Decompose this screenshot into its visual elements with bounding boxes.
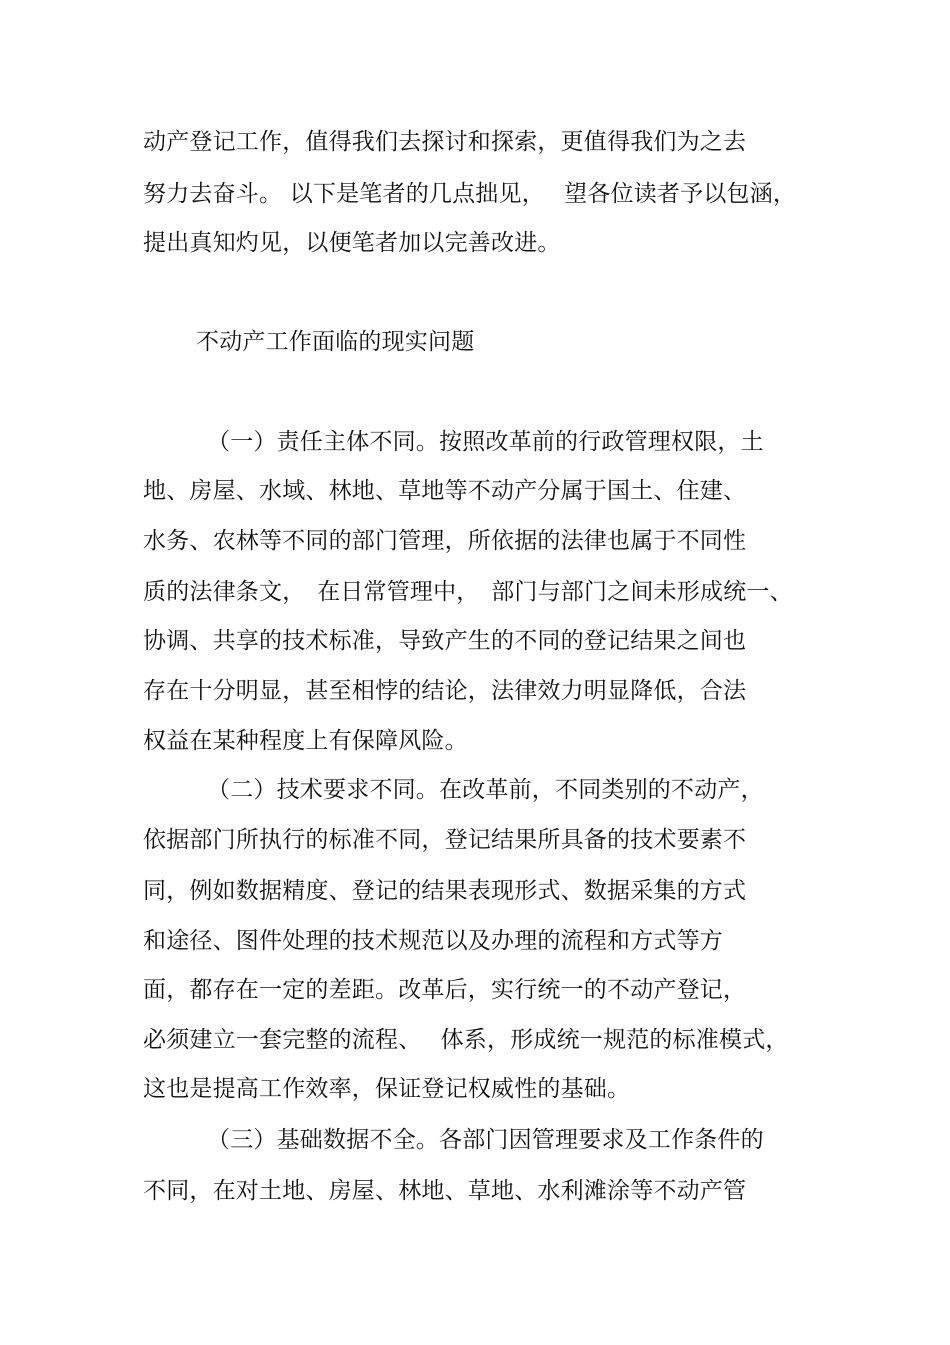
intro-line-1: 动产登记工作，值得我们去探讨和探索，更值得我们为之去 (143, 129, 747, 155)
section2-line-2: 依据部门所执行的标准不同，登记结果所具备的技术要素不 (143, 827, 747, 853)
section3-line-2: 不同，在对土地、房屋、林地、草地、水利滩涂等不动产管 (143, 1178, 747, 1204)
section1-line-6: 存在十分明显，甚至相悖的结论，法律效力明显降低，合法 (143, 678, 747, 704)
section2-line-5: 面，都存在一定的差距。改革后，实行统一的不动产登记， (143, 977, 747, 1003)
section2-line-4: 和途径、图件处理的技术规范以及办理的流程和方式等方 (143, 928, 723, 954)
section1-line-1: （一）责任主体不同。按照改革前的行政管理权限，土 (207, 429, 764, 455)
section1-line-3: 水务、农林等不同的部门管理，所依据的法律也属于不同性 (143, 528, 747, 554)
section1-line-4: 质的法律条文， 在日常管理中， 部门与部门之间未形成统一、 (143, 579, 793, 605)
intro-line-2: 努力去奋斗。 以下是笔者的几点拙见， 望各位读者予以包涵， (143, 181, 797, 207)
section2-line-7: 这也是提高工作效率，保证登记权威性的基础。 (143, 1076, 631, 1102)
section1-line-7: 权益在某种程度上有保障风险。 (143, 728, 468, 754)
section3-line-1: （三）基础数据不全。各部门因管理要求及工作条件的 (207, 1127, 764, 1153)
section1-line-2: 地、房屋、水域、林地、草地等不动产分属于国土、住建、 (143, 478, 747, 504)
section-heading: 不动产工作面临的现实问题 (196, 329, 475, 355)
section2-line-1: （二）技术要求不同。在改革前，不同类别的不动产， (207, 777, 764, 803)
section1-line-5: 协调、共享的技术标准，导致产生的不同的登记结果之间也 (143, 628, 747, 654)
section2-line-6: 必须建立一套完整的流程、 体系，形成统一规范的标准模式， (143, 1027, 789, 1053)
intro-line-3: 提出真知灼见，以便笔者加以完善改进。 (143, 230, 561, 256)
section2-line-3: 同，例如数据精度、登记的结果表现形式、数据采集的方式 (143, 878, 747, 904)
